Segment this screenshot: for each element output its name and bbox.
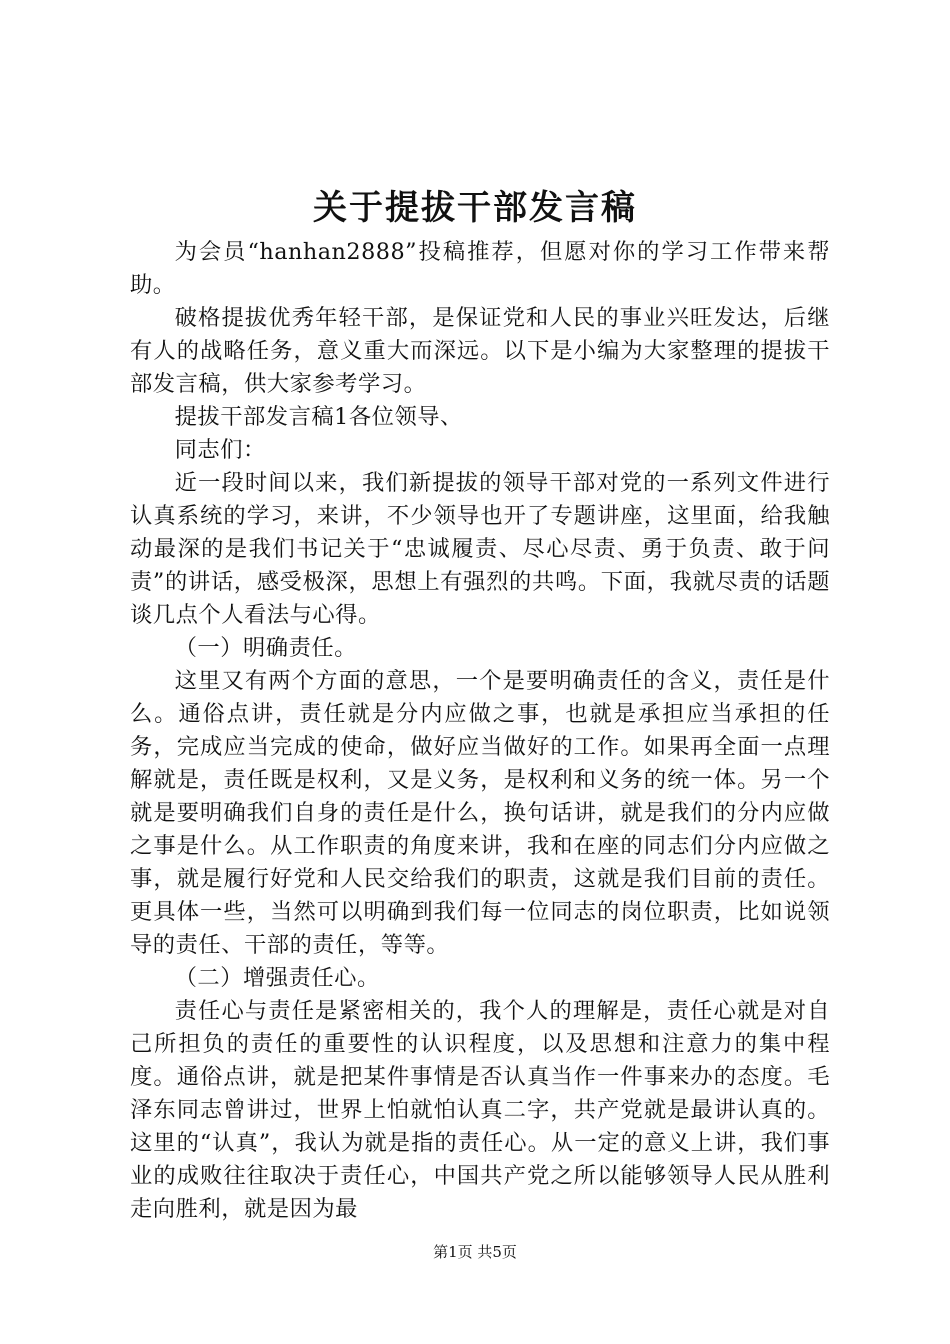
paragraph: 破格提拔优秀年轻干部，是保证党和人民的事业兴旺发达，后继有人的战略任务，意义重大而深远。以下是小编为大家整理的提拔干部发言稿，供大家参考学习。 bbox=[130, 305, 830, 397]
paragraph: 为会员“hanhan2888”投稿推荐，但愿对你的学习工作带来帮助。 bbox=[130, 239, 830, 298]
paragraph: 责任心与责任是紧密相关的，我个人的理解是，责任心就是对自己所担负的责任的重要性的认识程度，以及思想和注意力的集中程度。通俗点讲，就是把某件事情是否认真当作一件事来办的态度。毛泽东同志曾讲过，世界上怕就怕认真二字，共产党就是最讲认真的。这里的“认真”，我认为就是指的责任心。从一定的意义上讲，我们事业的成败往往取决于责任心，中国共产党之所以能够领导人民从胜利走向胜利，就是因为最 bbox=[130, 998, 830, 1222]
page-footer: 第1页 共5页 bbox=[433, 1243, 517, 1261]
paragraph: 提拔干部发言稿1各位领导、 bbox=[174, 404, 463, 430]
document-title: 关于提拔干部发言稿 bbox=[313, 188, 637, 228]
paragraph: 这里又有两个方面的意思，一个是要明确责任的含义，责任是什么。通俗点讲，责任就是分内应做之事，也就是承担应当承担的任务，完成应当完成的使命，做好应当做好的工作。如果再全面一点理解就是，责任既是权利，又是义务，是权利和义务的统一体。另一个就是要明确我们自身的责任是什么，换句话讲，就是我们的分内应做之事是什么。从工作职责的角度来讲，我和在座的同志们分内应做之事，就是履行好党和人民交给我们的职责，这就是我们目前的责任。更具体一些，当然可以明确到我们每一位同志的岗位职责，比如说领导的责任、干部的责任，等等。 bbox=[130, 668, 830, 958]
document-body bbox=[130, 236, 830, 1226]
paragraph: 近一段时间以来，我们新提拔的领导干部对党的一系列文件进行认真系统的学习，来讲，不少领导也开了专题讲座，这里面，给我触动最深的是我们书记关于“忠诚履责、尽心尽责、勇于负责、敢于问责”的讲话，感受极深，思想上有强烈的共鸣。下面，我就尽责的话题谈几点个人看法与心得。 bbox=[130, 470, 830, 628]
paragraph: 同志们： bbox=[174, 437, 266, 463]
section-heading: （二）增强责任心。 bbox=[174, 965, 380, 991]
section-heading: （一）明确责任。 bbox=[174, 635, 357, 661]
